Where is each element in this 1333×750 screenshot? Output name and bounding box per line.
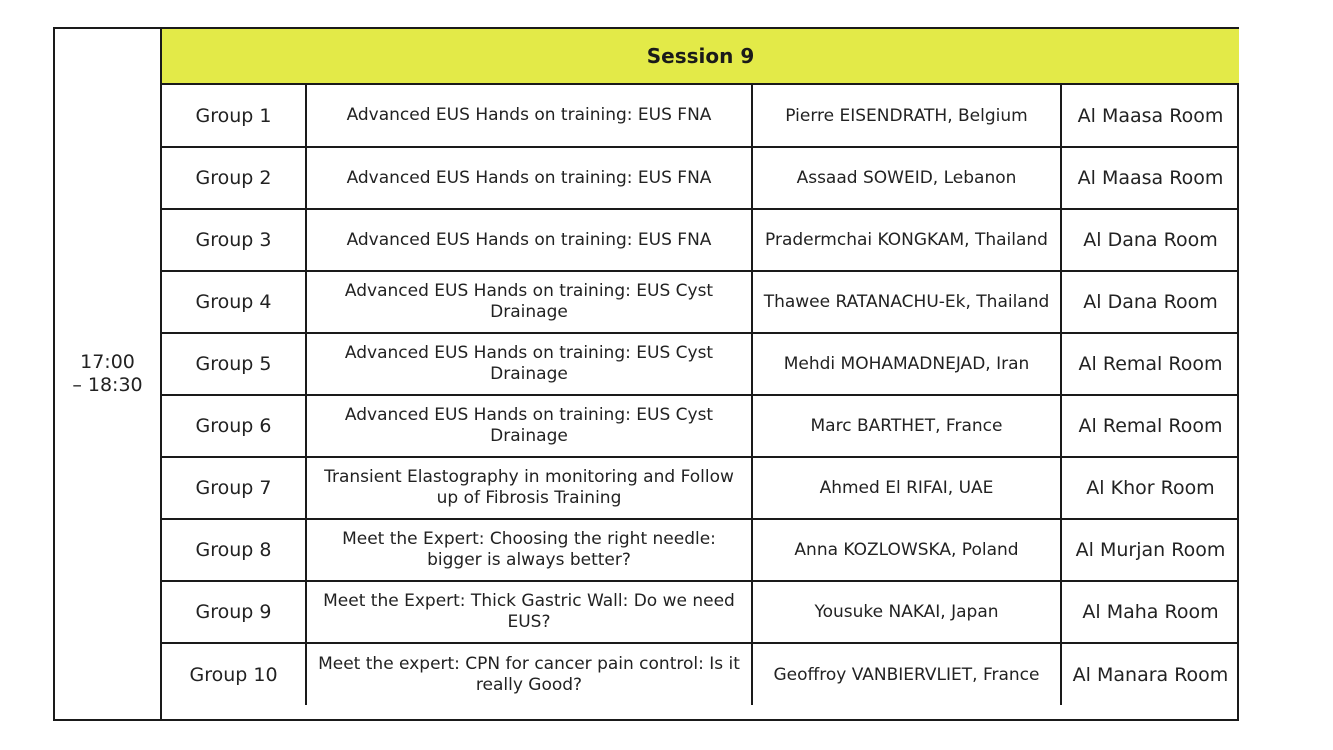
room-cell: Al Murjan Room <box>1061 519 1239 581</box>
table-row <box>162 209 1239 271</box>
speaker-cell: Ahmed El RIFAI, UAE <box>752 457 1061 519</box>
topic-cell: Meet the Expert: Choosing the right needle: bigger is always better? <box>306 519 752 581</box>
room-cell: Al Maasa Room <box>1061 147 1239 209</box>
topic-cell: Meet the Expert: Thick Gastric Wall: Do we need EUS? <box>306 581 752 643</box>
speaker-cell: Anna KOZLOWSKA, Poland <box>752 519 1061 581</box>
schedule-table <box>53 27 1239 721</box>
table-row <box>162 147 1239 209</box>
table-row <box>162 85 1239 147</box>
room-cell: Al Dana Room <box>1061 209 1239 271</box>
topic-cell: Advanced EUS Hands on training: EUS Cyst Drainage <box>306 271 752 333</box>
table-row <box>162 519 1239 581</box>
group-cell: Group 1 <box>162 85 306 147</box>
group-table <box>162 85 1239 705</box>
room-cell: Al Remal Room <box>1061 333 1239 395</box>
topic-cell: Advanced EUS Hands on training: EUS FNA <box>306 209 752 271</box>
speaker-cell: Pierre EISENDRATH, Belgium <box>752 85 1061 147</box>
room-cell: Al Remal Room <box>1061 395 1239 457</box>
topic-cell: Advanced EUS Hands on training: EUS FNA <box>306 85 752 147</box>
group-cell: Group 9 <box>162 581 306 643</box>
table-row <box>162 271 1239 333</box>
time-slot-cell <box>55 29 162 719</box>
session-grid <box>162 29 1239 719</box>
group-cell: Group 10 <box>162 643 306 705</box>
group-cell: Group 5 <box>162 333 306 395</box>
speaker-cell: Mehdi MOHAMADNEJAD, Iran <box>752 333 1061 395</box>
table-row <box>162 457 1239 519</box>
time-start: 17:00 <box>80 351 135 373</box>
session-header <box>162 29 1239 85</box>
topic-cell: Meet the expert: CPN for cancer pain control: Is it really Good? <box>306 643 752 705</box>
group-cell: Group 2 <box>162 147 306 209</box>
topic-cell: Advanced EUS Hands on training: EUS FNA <box>306 147 752 209</box>
room-cell: Al Dana Room <box>1061 271 1239 333</box>
group-cell: Group 6 <box>162 395 306 457</box>
session-title: Session 9 <box>646 44 755 68</box>
table-row <box>162 395 1239 457</box>
time-slot <box>72 351 142 397</box>
topic-cell: Transient Elastography in monitoring and Follow up of Fibrosis Training <box>306 457 752 519</box>
group-cell: Group 7 <box>162 457 306 519</box>
speaker-cell: Geoffroy VANBIERVLIET, France <box>752 643 1061 705</box>
speaker-cell: Assaad SOWEID, Lebanon <box>752 147 1061 209</box>
speaker-cell: Thawee RATANACHU-Ek, Thailand <box>752 271 1061 333</box>
table-row <box>162 643 1239 705</box>
topic-cell: Advanced EUS Hands on training: EUS Cyst Drainage <box>306 395 752 457</box>
room-cell: Al Khor Room <box>1061 457 1239 519</box>
room-cell: Al Manara Room <box>1072 663 1229 686</box>
topic-cell: Advanced EUS Hands on training: EUS Cyst Drainage <box>306 333 752 395</box>
table-row <box>162 333 1239 395</box>
group-cell: Group 8 <box>162 519 306 581</box>
group-cell: Group 4 <box>162 271 306 333</box>
speaker-cell: Pradermchai KONGKAM, Thailand <box>752 209 1061 271</box>
speaker-cell: Marc BARTHET, France <box>752 395 1061 457</box>
time-end: – 18:30 <box>72 374 143 396</box>
room-cell: Al Maasa Room <box>1061 85 1239 147</box>
speaker-cell: Yousuke NAKAI, Japan <box>752 581 1061 643</box>
room-cell: Al Maha Room <box>1061 581 1239 643</box>
group-cell: Group 3 <box>162 209 306 271</box>
table-row <box>162 581 1239 643</box>
